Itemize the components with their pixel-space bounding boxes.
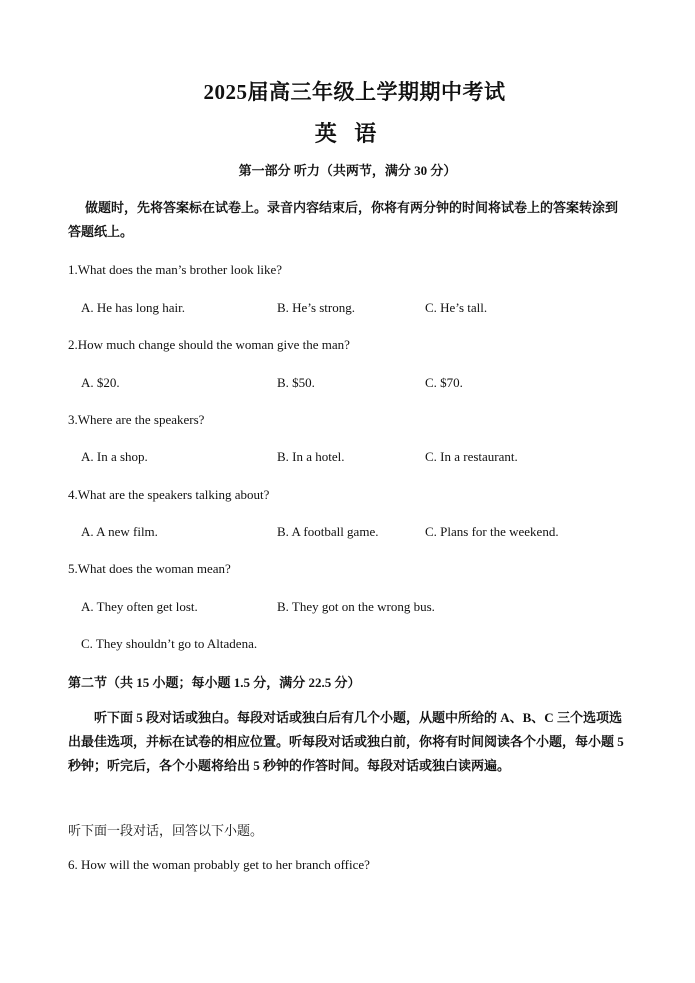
question-stem: 3.Where are the speakers? bbox=[68, 412, 205, 427]
option-c: C. $70. bbox=[425, 375, 463, 390]
dialogue-lead: 听下面一段对话，回答以下小题。 bbox=[68, 823, 264, 838]
exam-title: 2025届高三年级上学期期中考试 bbox=[203, 80, 506, 104]
option-b: B. A football game. bbox=[277, 524, 379, 539]
section-two-heading: 第二节（共 15 小题；每小题 1.5 分，满分 22.5 分） bbox=[68, 675, 361, 690]
option-b: B. He’s strong. bbox=[277, 300, 355, 315]
option-a: A. They often get lost. bbox=[81, 599, 198, 614]
question-stem: 6. How will the woman probably get to her branch office? bbox=[68, 857, 370, 872]
question-stem: 4.What are the speakers talking about? bbox=[68, 487, 270, 502]
option-a: A. In a shop. bbox=[81, 449, 148, 464]
option-b: B. They got on the wrong bus. bbox=[277, 599, 435, 614]
question-stem: 1.What does the man’s brother look like? bbox=[68, 262, 283, 277]
option-b: B. In a hotel. bbox=[277, 449, 345, 464]
question-stem: 2.How much change should the woman give the man? bbox=[68, 337, 350, 352]
option-c: C. Plans for the weekend. bbox=[425, 524, 559, 539]
subject-title: 英 语 bbox=[314, 121, 383, 146]
listening-instructions: 做题时，先将答案标在试卷上。录音内容结束后，你将有两分钟的时间将试卷上的答案转涂到答题纸上。 bbox=[68, 200, 619, 239]
option-a: A. He has long hair. bbox=[81, 300, 185, 315]
option-c: C. They shouldn’t go to Altadena. bbox=[81, 636, 258, 651]
option-c: C. In a restaurant. bbox=[425, 449, 518, 464]
option-b: B. $50. bbox=[277, 375, 315, 390]
section-two-instructions: 听下面 5 段对话或独白。每段对话或独白后有几个小题，从题中所给的 A、B、C 三个选项选出最佳选项，并标在试卷的相应位置。听每段对话或独白前，你将有时间阅读各个小题，每小题 5 秒钟；听完后，各个小题将给出 5 秒钟的作答时间。每段对话或独白读两遍。 bbox=[68, 710, 624, 773]
option-c: C. He’s tall. bbox=[425, 300, 488, 315]
part-one-heading: 第一部分 听力（共两节，满分 30 分） bbox=[238, 163, 457, 178]
option-a: A. A new film. bbox=[81, 524, 158, 539]
question-stem: 5.What does the woman mean? bbox=[68, 561, 231, 576]
option-a: A. $20. bbox=[81, 375, 120, 390]
